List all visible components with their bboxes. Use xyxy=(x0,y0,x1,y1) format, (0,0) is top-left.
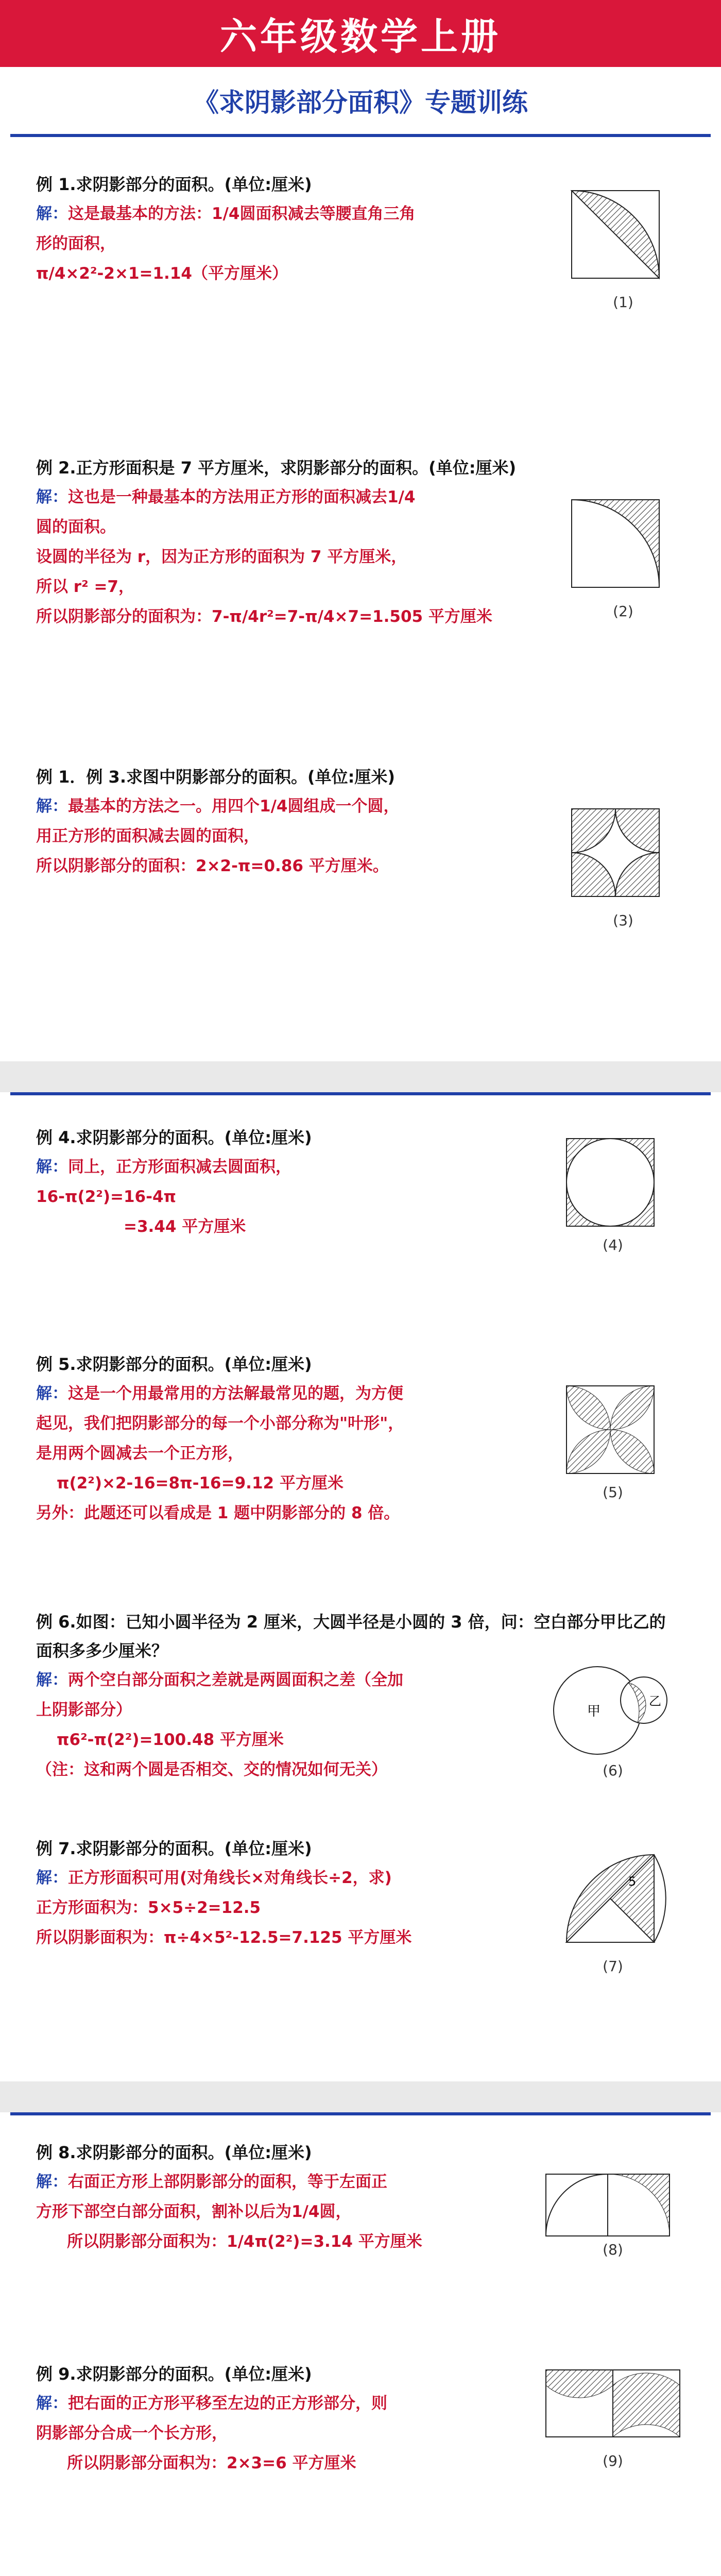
answer-line: π(2²)×2-16=8π-16=9.12 平方厘米 xyxy=(57,1474,344,1493)
answer-label: 解： xyxy=(36,1671,68,1689)
answer-line: π/4×2²-2×1=1.14（平方厘米） xyxy=(36,264,288,283)
answer-line: 所以阴影部分的面积：2×2-π=0.86 平方厘米。 xyxy=(36,857,389,875)
answer-line: 用正方形的面积减去圆的面积， xyxy=(36,827,260,845)
problem-7 xyxy=(36,1834,541,1953)
figure-8 xyxy=(541,2169,685,2258)
problem-2 xyxy=(36,453,541,632)
figure-caption: (2) xyxy=(613,603,633,620)
answer-line: 所以阴影面积为：π÷4×5²-12.5=7.125 平方厘米 xyxy=(36,1928,412,1947)
answer-line: 16-π(2²)=16-4π xyxy=(36,1188,177,1206)
answer-line: 起见，我们把阴影部分的每一个小部分称为"叶形"， xyxy=(36,1414,404,1433)
question-text: 例 2.正方形面积是 7 平方厘米，求阴影部分的面积。(单位:厘米) xyxy=(36,458,517,478)
question-text: 例 8.求阴影部分的面积。(单位:厘米) xyxy=(36,2143,312,2162)
figure-2 xyxy=(566,495,680,620)
question-text: 例 6.如图：已知小圆半径为 2 厘米，大圆半径是小圆的 3 倍，问：空白部分甲比乙的面积多多少厘米？ xyxy=(36,1612,666,1660)
problem-4 xyxy=(36,1123,541,1242)
figure-caption: (9) xyxy=(603,2452,623,2469)
answer-line: 同上，正方形面积减去圆面积， xyxy=(68,1158,291,1176)
label-yi: 乙 xyxy=(649,1694,661,1708)
figure-5 xyxy=(556,1381,670,1501)
page-subtitle: 《求阴影部分面积》专题训练 xyxy=(193,88,528,117)
page-header xyxy=(0,0,721,67)
answer-line: 右面正方形上部阴影部分的面积，等于左面正 xyxy=(68,2173,387,2191)
answer-label: 解： xyxy=(36,1384,68,1403)
answer-line: =3.44 平方厘米 xyxy=(124,1217,246,1236)
problem-1 xyxy=(36,170,541,289)
answer-line: 另外：此题还可以看成是 1 题中阴影部分的 8 倍。 xyxy=(36,1504,400,1522)
figure-7 xyxy=(556,1844,670,1975)
answer-line: 所以阴影部分面积为：1/4π(2²)=3.14 平方厘米 xyxy=(67,2232,422,2251)
answer-line: 形的面积， xyxy=(36,234,116,253)
figure-3 xyxy=(566,804,680,929)
answer-line: 设圆的半径为 r，因为正方形的面积为 7 平方厘米， xyxy=(36,548,407,566)
answer-line: 圆的面积。 xyxy=(36,518,116,536)
answer-line: 最基本的方法之一。用四个1/4圆组成一个圆， xyxy=(68,797,400,816)
figure-caption: (7) xyxy=(603,1958,623,1975)
question-text: 例 7.求阴影部分的面积。(单位:厘米) xyxy=(36,1839,312,1858)
answer-line: 正方形面积可用(对角线长×对角线长÷2，求) xyxy=(68,1869,392,1887)
answer-line: 把右面的正方形平移至左边的正方形部分，则 xyxy=(68,2394,387,2413)
answer-label: 解： xyxy=(36,797,68,816)
dimension-label: 5 xyxy=(628,1874,637,1889)
panel-gap xyxy=(0,1061,721,1092)
answer-line: 是用两个圆减去一个正方形， xyxy=(36,1444,244,1463)
figure-caption: (6) xyxy=(603,1762,623,1779)
answer-label: 解： xyxy=(36,2394,68,2413)
answer-line: 上阴影部分） xyxy=(36,1701,132,1719)
figure-caption: (8) xyxy=(603,2241,623,2258)
problem-8 xyxy=(36,2138,541,2257)
label-jia: 甲 xyxy=(587,1704,601,1719)
problem-5 xyxy=(36,1350,541,1528)
answer-line: 所以阴影部分的面积为：7-π/4r²=7-π/4×7=1.505 平方厘米 xyxy=(36,607,492,626)
answer-line: 两个空白部分面积之差就是两圆面积之差（全加 xyxy=(68,1671,403,1689)
answer-line: 所以 r² =7， xyxy=(36,578,134,596)
problem-9 xyxy=(36,2360,541,2478)
answer-line: 所以阴影部分面积为：2×3=6 平方厘米 xyxy=(67,2454,356,2472)
answer-label: 解： xyxy=(36,1158,68,1176)
page-title: 六年级数学上册 xyxy=(219,15,501,58)
question-text: 例 5.求阴影部分的面积。(单位:厘米) xyxy=(36,1354,312,1374)
answer-label: 解： xyxy=(36,488,68,506)
answer-line: 这是最基本的方法：1/4圆面积减去等腰直角三角 xyxy=(68,205,416,223)
answer-line: 正方形面积为：5×5÷2=12.5 xyxy=(36,1899,261,1917)
answer-line: 这也是一种最基本的方法用正方形的面积减去1/4 xyxy=(68,488,416,506)
question-text: 例 1．例 3.求图中阴影部分的面积。(单位:厘米) xyxy=(36,767,396,787)
answer-label: 解： xyxy=(36,1869,68,1887)
panel-gap xyxy=(0,2081,721,2112)
question-text: 例 1.求阴影部分的面积。(单位:厘米) xyxy=(36,175,312,194)
answer-line: （注：这和两个圆是否相交、交的情况如何无关） xyxy=(36,1760,387,1779)
figure-caption: (3) xyxy=(613,912,633,929)
problem-3 xyxy=(36,762,541,881)
figure-caption: (4) xyxy=(603,1236,623,1253)
answer-label: 解： xyxy=(36,205,68,223)
figure-4 xyxy=(556,1133,670,1253)
answer-line: 阴影部分合成一个长方形， xyxy=(36,2424,228,2443)
question-text: 例 4.求阴影部分的面积。(单位:厘米) xyxy=(36,1128,312,1147)
figure-9 xyxy=(541,2365,685,2469)
figure-caption: (1) xyxy=(613,294,633,311)
figure-6 xyxy=(546,1659,680,1779)
figure-1 xyxy=(566,185,680,311)
answer-label: 解： xyxy=(36,2173,68,2191)
answer-line: 这是一个用最常用的方法解最常见的题，为方便 xyxy=(68,1384,403,1403)
figure-caption: (5) xyxy=(603,1484,623,1501)
answer-line: 方形下部空白部分面积，割补以后为1/4圆， xyxy=(36,2202,352,2221)
answer-line: π6²-π(2²)=100.48 平方厘米 xyxy=(57,1731,284,1749)
question-text: 例 9.求阴影部分的面积。(单位:厘米) xyxy=(36,2364,312,2384)
